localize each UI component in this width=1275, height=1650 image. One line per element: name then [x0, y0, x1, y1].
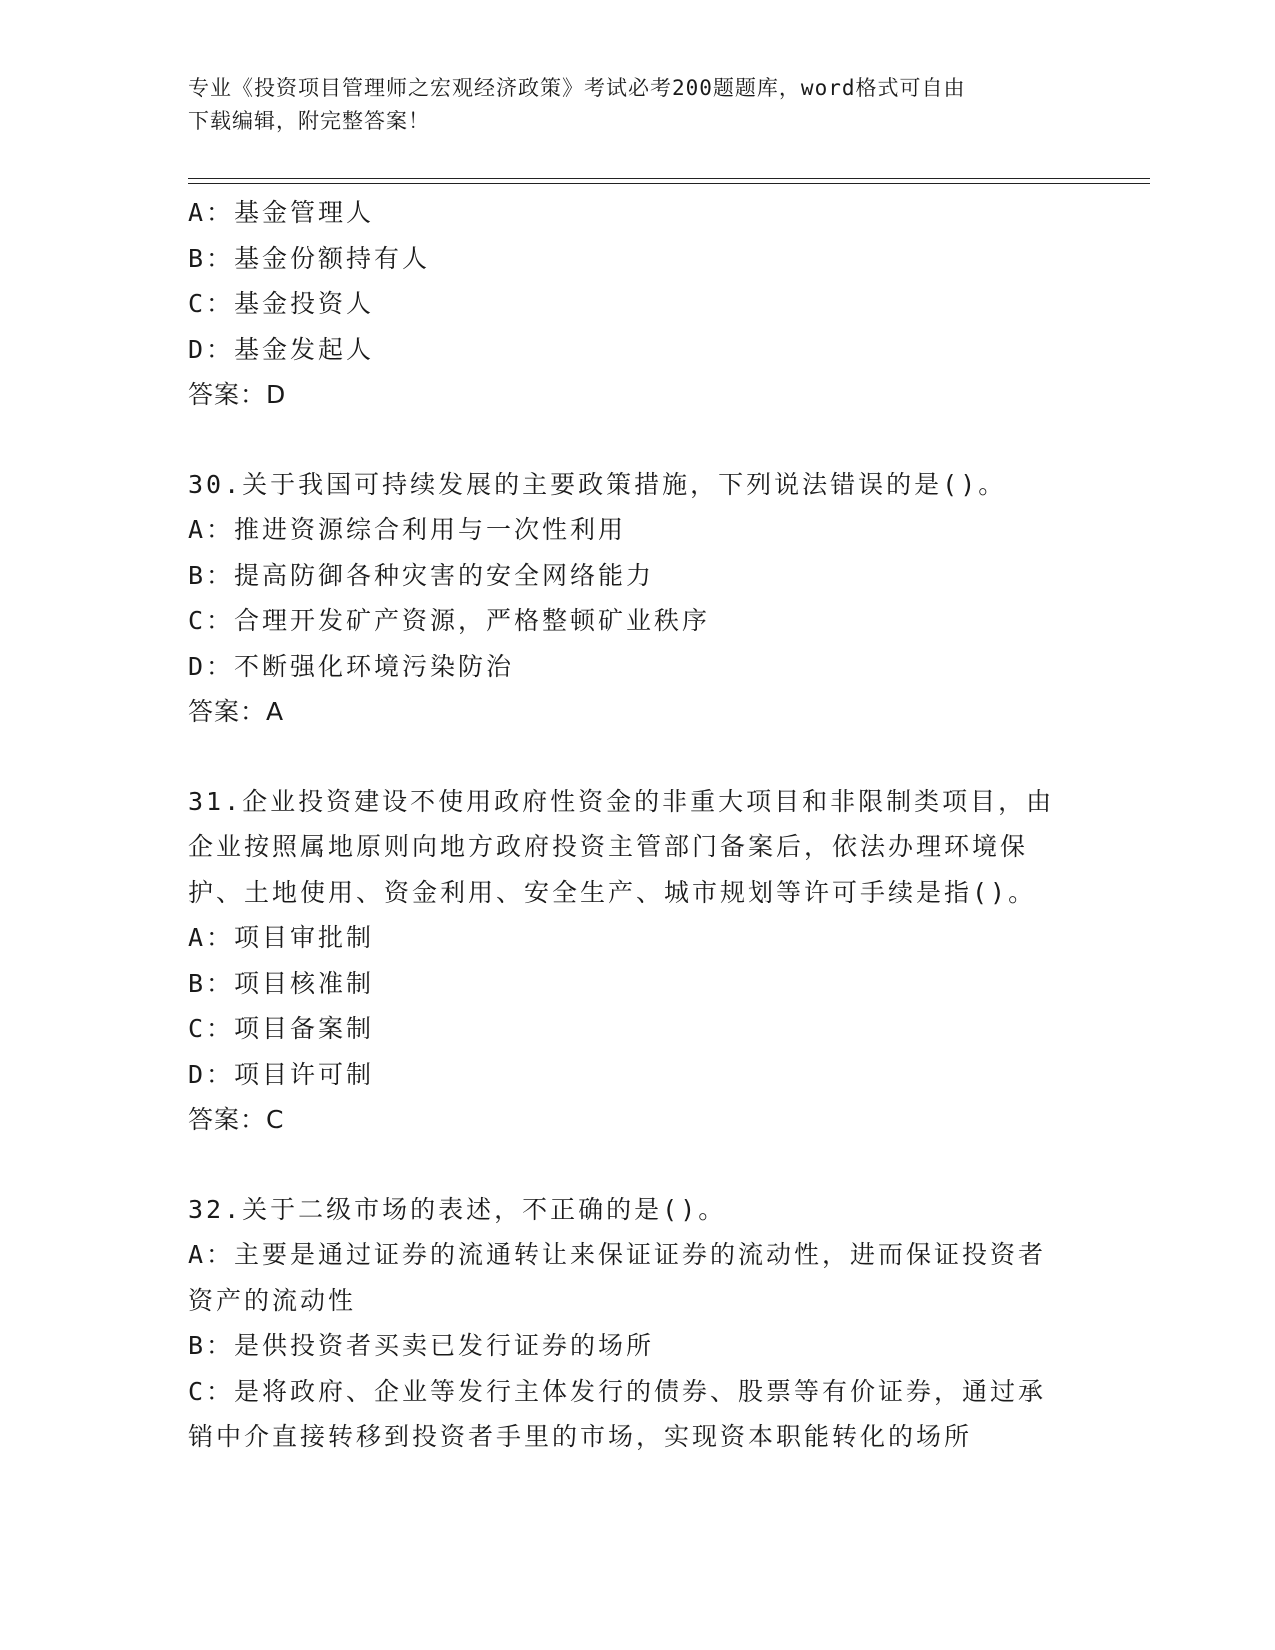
header-line-2: 下载编辑，附完整答案！ [188, 109, 430, 133]
question-stem: 30.关于我国可持续发展的主要政策措施，下列说法错误的是()。 [188, 469, 1007, 499]
question-31 [188, 779, 1088, 1143]
header-line-1: 专业《投资项目管理师之宏观经济政策》考试必考200题题库，word格式可自由 [188, 76, 966, 100]
document-header [188, 72, 1088, 138]
option-b: B：是供投资者买卖已发行证券的场所 [188, 1331, 655, 1360]
option-c-line-2: 销中介直接转移到投资者手里的市场，实现资本职能转化的场所 [188, 1422, 973, 1451]
question-stem-line-1: 31.企业投资建设不使用政府性资金的非重大项目和非限制类项目，由 [188, 786, 1055, 816]
spacer [188, 1143, 1088, 1187]
option-c-line-1: C：是将政府、企业等发行主体发行的债券、股票等有价证券，通过承 [188, 1376, 1047, 1406]
question-29 [188, 190, 1088, 418]
question-stem-line-2: 企业按照属地原则向地方政府投资主管部门备案后，依法办理环境保 [188, 832, 1029, 861]
spacer [188, 735, 1088, 779]
answer: 答案：C [188, 1105, 285, 1134]
answer: 答案：A [188, 697, 285, 726]
header-divider-top [188, 178, 1150, 179]
question-30 [188, 462, 1088, 735]
spacer [188, 418, 1088, 462]
option-b: B：基金份额持有人 [188, 243, 431, 273]
question-list [188, 190, 1088, 1460]
question-stem: 32.关于二级市场的表述，不正确的是()。 [188, 1194, 727, 1224]
question-stem-line-3: 护、土地使用、资金利用、安全生产、城市规划等许可手续是指()。 [188, 877, 1037, 907]
option-c: C：项目备案制 [188, 1014, 375, 1043]
option-b: B：项目核准制 [188, 968, 375, 998]
option-d: D：基金发起人 [188, 334, 375, 364]
option-a: A：推进资源综合利用与一次性利用 [188, 515, 627, 544]
option-a-line-1: A：主要是通过证券的流通转让来保证证券的流动性，进而保证投资者 [188, 1240, 1047, 1269]
option-b: B：提高防御各种灾害的安全网络能力 [188, 560, 655, 590]
option-c: C：合理开发矿产资源，严格整顿矿业秩序 [188, 606, 711, 635]
question-32 [188, 1187, 1088, 1460]
option-a: A：基金管理人 [188, 198, 375, 227]
option-c: C：基金投资人 [188, 289, 375, 318]
option-a: A：项目审批制 [188, 923, 375, 952]
option-d: D：不断强化环境污染防治 [188, 651, 515, 681]
answer: 答案：D [188, 380, 287, 409]
option-a-line-2: 资产的流动性 [188, 1285, 357, 1315]
option-d: D：项目许可制 [188, 1059, 375, 1089]
header-divider-bottom [188, 183, 1150, 184]
